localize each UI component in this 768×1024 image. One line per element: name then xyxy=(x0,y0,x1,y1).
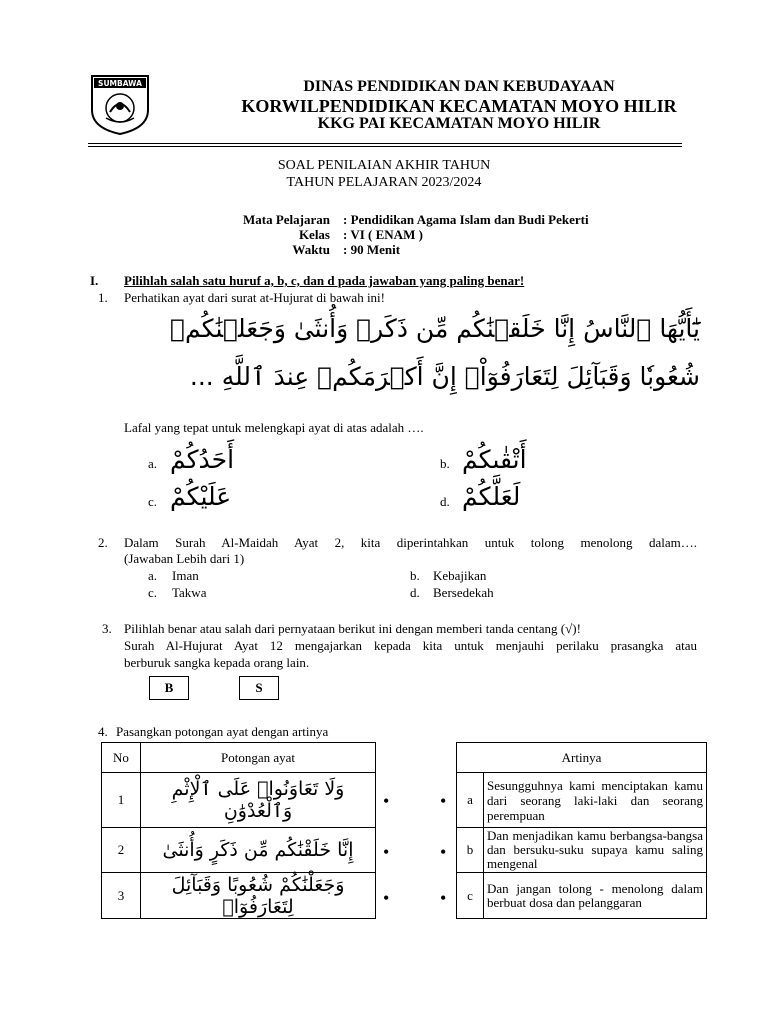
match-dot-left-3[interactable]: • xyxy=(383,888,390,908)
verse-fragment: وَلَا تَعَاوَنُوا۟ عَلَى ٱلْإِثْمِ وَٱلْعُدْوَٰنِ xyxy=(141,773,376,828)
table-row xyxy=(457,873,707,919)
time-label: Waktu xyxy=(292,242,330,257)
subject-value: : Pendidikan Agama Islam dan Budi Pekerti xyxy=(343,212,589,227)
q2-text: Dalam Surah Al-Maidah Ayat 2, kita diperintahkan untuk tolong menolong dalam…. xyxy=(124,535,697,550)
header-line-3: KKG PAI KECAMATAN MOYO HILIR xyxy=(317,115,601,132)
match-dot-right-c[interactable]: • xyxy=(440,888,447,908)
time-value: : 90 Menit xyxy=(343,242,401,257)
q4-number: 4. xyxy=(98,724,108,739)
match-dot-left-2[interactable]: • xyxy=(383,842,390,862)
false-checkbox[interactable]: S xyxy=(239,676,279,700)
q2-option-d[interactable]: Bersedekah xyxy=(433,585,494,600)
q1-ayah-line-1: يَٰٓأَيُّهَا ٱلنَّاسُ إِنَّا خَلَقۡنَٰكُم مِّن ذَكَرٖ وَأُنثَىٰ وَجَعَلۡنَٰكُمۡ xyxy=(170,314,700,343)
table-row xyxy=(102,828,376,873)
q2-note: (Jawaban Lebih dari 1) xyxy=(124,551,245,566)
table-row xyxy=(102,773,376,828)
q2-number: 2. xyxy=(98,535,108,550)
meaning-text: Sesungguhnya kami menciptakan kamu dari seorang laki-laki dan seorang perempuan xyxy=(484,773,707,828)
q1-prompt: Lafal yang tepat untuk melengkapi ayat di atas adalah …. xyxy=(124,420,424,435)
q3-statement-line-1: Surah Al-Hujurat Ayat 12 mengajarkan kepada kita untuk menjauhi perilaku prasangka atau xyxy=(124,638,697,653)
q1-number: 1. xyxy=(98,290,108,305)
column-header-artinya: Artinya xyxy=(457,743,707,773)
q4-text: Pasangkan potongan ayat dengan artinya xyxy=(116,724,329,739)
match-dot-right-b[interactable]: • xyxy=(440,842,447,862)
verse-fragment: وَجَعَلْنَٰكُمْ شُعُوبًا وَقَبَآئِلَ لِتَعَارَفُوٓا۟ xyxy=(141,873,376,919)
q3-text: Pilihlah benar atau salah dari pernyataan berikut ini dengan memberi tanda centang (√)! xyxy=(124,621,581,636)
meaning-letter: a xyxy=(457,773,484,828)
q2-option-a[interactable]: Iman xyxy=(172,568,199,583)
table-row xyxy=(102,873,376,919)
q2-option-b-letter: b. xyxy=(410,568,420,583)
class-value: : VI ( ENAM ) xyxy=(343,227,423,242)
q2-option-b[interactable]: Kebajikan xyxy=(433,568,487,583)
q1-option-c[interactable]: عَلَيْكُمْ xyxy=(170,482,232,511)
q1-option-a[interactable]: أَحَدُكُمْ xyxy=(170,445,235,474)
q1-option-b[interactable]: أَتْقٰىكُمْ xyxy=(462,445,527,474)
header-line-2: KORWILPENDIDIKAN KECAMATAN MOYO HILIR xyxy=(241,96,677,116)
q1-option-b-letter: b. xyxy=(440,456,450,471)
q2-option-d-letter: d. xyxy=(410,585,420,600)
q2-option-c-letter: c. xyxy=(148,585,158,600)
q3-number: 3. xyxy=(102,621,112,636)
match-dot-left-1[interactable]: • xyxy=(383,791,390,811)
regency-logo xyxy=(88,72,152,136)
row-number: 3 xyxy=(102,873,141,919)
section-instruction: Pilihlah salah satu huruf a, b, c, dan d pada jawaban yang paling benar! xyxy=(124,273,525,288)
table-row xyxy=(457,828,707,873)
meaning-text: Dan menjadikan kamu berbangsa-bangsa dan bersuku-suku supaya kamu saling mengenal xyxy=(484,828,707,873)
section-number: I. xyxy=(90,273,99,288)
meaning-letter: b xyxy=(457,828,484,873)
row-number: 1 xyxy=(102,773,141,828)
exam-title: SOAL PENILAIAN AKHIR TAHUN xyxy=(277,158,491,173)
table-row xyxy=(457,773,707,828)
q1-option-a-letter: a. xyxy=(148,456,158,471)
q1-option-d-letter: d. xyxy=(440,494,450,509)
header-rule-secondary xyxy=(88,146,682,147)
verse-fragment: إِنَّا خَلَقْنَٰكُم مِّن ذَكَرٍ وَأُنثَىٰ xyxy=(141,828,376,873)
q2-option-c[interactable]: Takwa xyxy=(172,585,207,600)
q2-option-a-letter: a. xyxy=(148,568,158,583)
q1-text: Perhatikan ayat dari surat at-Hujurat di bawah ini! xyxy=(124,290,385,305)
logo-text: SUMBAWA xyxy=(98,79,142,88)
q3-statement-line-2: berburuk sangka kepada orang lain. xyxy=(124,655,310,670)
verse-table xyxy=(101,742,376,919)
q1-ayah-line-2: شُعُوبٗا وَقَبَآئِلَ لِتَعَارَفُوٓاْۚ إِنَّ أَكۡرَمَكُمۡ عِندَ ٱللَّهِ ... xyxy=(189,362,700,391)
q1-option-c-letter: c. xyxy=(148,494,158,509)
header-line-1: DINAS PENDIDIKAN DAN KEBUDAYAAN xyxy=(303,78,615,95)
match-dot-right-a[interactable]: • xyxy=(440,791,447,811)
row-number: 2 xyxy=(102,828,141,873)
exam-year: TAHUN PELAJARAN 2023/2024 xyxy=(286,175,482,190)
meaning-table xyxy=(456,742,707,919)
q1-option-d[interactable]: لَعَلَّكُمْ xyxy=(462,482,521,511)
subject-label: Mata Pelajaran xyxy=(242,212,330,227)
header-rule xyxy=(88,143,682,144)
column-header-ayat: Potongan ayat xyxy=(141,743,376,773)
class-label: Kelas xyxy=(298,227,330,242)
meaning-text: Dan jangan tolong - menolong dalam berbuat dosa dan pelanggaran xyxy=(484,873,707,919)
column-header-no: No xyxy=(102,743,141,773)
true-checkbox[interactable]: B xyxy=(149,676,189,700)
meaning-letter: c xyxy=(457,873,484,919)
